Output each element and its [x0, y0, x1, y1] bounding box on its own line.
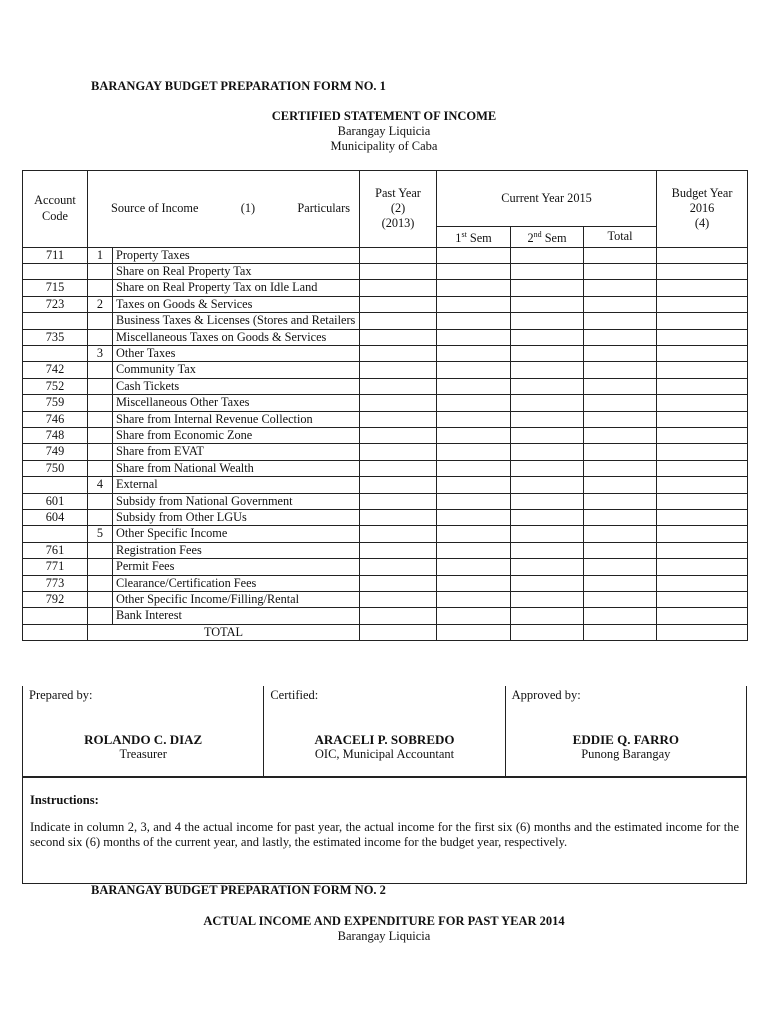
approved-by-title: Punong Barangay	[581, 747, 671, 761]
first-sem-cell	[437, 313, 511, 329]
particular-cell: Registration Fees	[113, 542, 360, 558]
table-row	[23, 559, 748, 575]
account-code-cell: 604	[23, 510, 88, 526]
header-source-of-income: Source of Income	[111, 201, 199, 216]
particular-cell: Share from EVAT	[113, 444, 360, 460]
header-first-sem: 1st Sem	[437, 227, 511, 248]
particular-cell: Permit Fees	[113, 559, 360, 575]
table-row	[23, 362, 748, 378]
form2-title: BARANGAY BUDGET PREPARATION FORM NO. 2	[91, 883, 386, 897]
second-sem-cell	[511, 477, 584, 493]
first-sem-cell	[437, 329, 511, 345]
particular-cell: Share from National Wealth	[113, 460, 360, 476]
total-cell	[584, 411, 657, 427]
particular-cell: Miscellaneous Taxes on Goods & Services	[113, 329, 360, 345]
instructions-block	[22, 777, 747, 884]
total-cell	[584, 378, 657, 394]
table-row	[23, 329, 748, 345]
total-cell	[584, 263, 657, 279]
particular-cell: Other Specific Income	[113, 526, 360, 542]
first-sem-cell	[437, 395, 511, 411]
second-sem-cell	[511, 526, 584, 542]
second-sem-cell	[511, 592, 584, 608]
form2-statement-title: ACTUAL INCOME AND EXPENDITURE FOR PAST YEAR 2014	[203, 914, 565, 928]
account-code-cell	[23, 263, 88, 279]
account-code-cell	[23, 345, 88, 361]
particular-cell: Subsidy from Other LGUs	[113, 510, 360, 526]
form1-statement-title: CERTIFIED STATEMENT OF INCOME	[271, 109, 497, 123]
table-row	[23, 460, 748, 476]
total-label: TOTAL	[88, 624, 360, 640]
source-number-cell	[88, 378, 113, 394]
table-row	[23, 444, 748, 460]
second-sem-cell	[511, 427, 584, 443]
certified-title: OIC, Municipal Accountant	[314, 747, 455, 761]
total-cell	[584, 395, 657, 411]
particular-cell: Share on Real Property Tax	[113, 263, 360, 279]
account-code-cell: 752	[23, 378, 88, 394]
budget-year-cell	[657, 395, 748, 411]
account-code-cell: 748	[23, 427, 88, 443]
table-row	[23, 575, 748, 591]
total-cell	[584, 444, 657, 460]
certified-cell	[264, 686, 505, 776]
past-year-cell	[360, 263, 437, 279]
account-code-cell: 715	[23, 280, 88, 296]
approved-by-name: EDDIE Q. FARRO	[572, 732, 679, 747]
account-code-cell: 735	[23, 329, 88, 345]
past-year-cell	[360, 411, 437, 427]
past-year-cell	[360, 460, 437, 476]
signatories-block	[22, 686, 747, 777]
total-cell	[584, 427, 657, 443]
table-row	[23, 493, 748, 509]
total-first-sem-cell	[437, 624, 511, 640]
income-table	[22, 170, 748, 641]
table-row	[23, 526, 748, 542]
first-sem-cell	[437, 510, 511, 526]
past-year-cell	[360, 444, 437, 460]
source-number-cell	[88, 313, 113, 329]
first-sem-cell	[437, 608, 511, 624]
account-code-cell: 773	[23, 575, 88, 591]
header-past-year	[360, 171, 437, 248]
second-sem-cell	[511, 493, 584, 509]
header-account-code: Account Code	[23, 171, 88, 248]
second-sem-cell	[511, 296, 584, 312]
particular-cell: External	[113, 477, 360, 493]
prepared-by-label: Prepared by:	[29, 688, 93, 702]
header-second-sem: 2nd Sem	[511, 227, 584, 248]
particular-cell: Bank Interest	[113, 608, 360, 624]
header-particulars: Particulars	[297, 201, 351, 216]
source-number-cell	[88, 559, 113, 575]
certified-name: ARACELI P. SOBREDO	[314, 732, 455, 747]
second-sem-cell	[511, 313, 584, 329]
first-sem-cell	[437, 296, 511, 312]
first-sem-cell	[437, 460, 511, 476]
total-second-sem-cell	[511, 624, 584, 640]
table-row	[23, 378, 748, 394]
past-year-cell	[360, 362, 437, 378]
first-sem-cell	[437, 444, 511, 460]
table-row	[23, 510, 748, 526]
budget-year-cell	[657, 493, 748, 509]
particular-cell: Clearance/Certification Fees	[113, 575, 360, 591]
first-sem-cell	[437, 263, 511, 279]
budget-year-cell	[657, 510, 748, 526]
particular-cell: Property Taxes	[113, 247, 360, 263]
total-cell	[584, 493, 657, 509]
total-cell	[584, 280, 657, 296]
total-code-cell	[23, 624, 88, 640]
source-number-cell: 4	[88, 477, 113, 493]
budget-year-cell	[657, 526, 748, 542]
first-sem-cell	[437, 378, 511, 394]
first-sem-cell	[437, 411, 511, 427]
header-past-year-year: (2013)	[381, 216, 415, 231]
past-year-cell	[360, 493, 437, 509]
form1-municipality: Municipality of Caba	[330, 139, 438, 153]
past-year-cell	[360, 427, 437, 443]
second-sem-cell	[511, 329, 584, 345]
past-year-cell	[360, 608, 437, 624]
source-number-cell	[88, 280, 113, 296]
account-code-cell: 723	[23, 296, 88, 312]
first-sem-cell	[437, 427, 511, 443]
second-sem-cell	[511, 263, 584, 279]
budget-year-cell	[657, 329, 748, 345]
budget-year-cell	[657, 542, 748, 558]
form1-barangay: Barangay Liquicia	[337, 124, 431, 138]
particular-cell: Share from Internal Revenue Collection	[113, 411, 360, 427]
past-year-cell	[360, 510, 437, 526]
first-sem-cell	[437, 477, 511, 493]
particular-cell: Share from Economic Zone	[113, 427, 360, 443]
table-row	[23, 608, 748, 624]
past-year-cell	[360, 542, 437, 558]
header-budget-year-label: Budget Year 2016	[671, 185, 733, 216]
past-year-cell	[360, 345, 437, 361]
first-sem-cell	[437, 493, 511, 509]
source-number-cell	[88, 362, 113, 378]
budget-year-cell	[657, 411, 748, 427]
second-sem-cell	[511, 378, 584, 394]
table-row	[23, 296, 748, 312]
budget-year-cell	[657, 280, 748, 296]
account-code-cell: 601	[23, 493, 88, 509]
second-sem-cell	[511, 444, 584, 460]
table-row	[23, 427, 748, 443]
budget-year-cell	[657, 559, 748, 575]
budget-year-cell	[657, 592, 748, 608]
account-code-cell: 771	[23, 559, 88, 575]
approved-by-cell	[506, 686, 746, 776]
first-sem-cell	[437, 247, 511, 263]
source-number-cell	[88, 444, 113, 460]
source-number-cell: 3	[88, 345, 113, 361]
second-sem-cell	[511, 395, 584, 411]
total-past-year-cell	[360, 624, 437, 640]
total-cell	[584, 345, 657, 361]
source-number-cell	[88, 329, 113, 345]
budget-year-cell	[657, 427, 748, 443]
budget-year-cell	[657, 378, 748, 394]
account-code-cell	[23, 608, 88, 624]
account-code-cell	[23, 477, 88, 493]
budget-year-cell	[657, 247, 748, 263]
total-cell	[584, 592, 657, 608]
source-number-cell	[88, 460, 113, 476]
total-cell	[584, 247, 657, 263]
budget-year-cell	[657, 296, 748, 312]
source-number-cell: 5	[88, 526, 113, 542]
particular-cell: Other Taxes	[113, 345, 360, 361]
total-cell	[584, 542, 657, 558]
account-code-cell: 761	[23, 542, 88, 558]
account-code-cell: 749	[23, 444, 88, 460]
account-code-cell: 711	[23, 247, 88, 263]
second-sem-cell	[511, 510, 584, 526]
header-past-year-label: Past Year	[375, 185, 421, 200]
past-year-cell	[360, 575, 437, 591]
account-code-cell	[23, 526, 88, 542]
total-cell	[584, 329, 657, 345]
second-sem-cell	[511, 575, 584, 591]
past-year-cell	[360, 313, 437, 329]
first-sem-cell	[437, 542, 511, 558]
source-number-cell: 2	[88, 296, 113, 312]
particular-cell: Taxes on Goods & Services	[113, 296, 360, 312]
second-sem-cell	[511, 280, 584, 296]
second-sem-cell	[511, 559, 584, 575]
source-number-cell	[88, 411, 113, 427]
first-sem-cell	[437, 362, 511, 378]
table-row	[23, 247, 748, 263]
prepared-by-name: ROLANDO C. DIAZ	[84, 732, 203, 747]
prepared-by-cell	[23, 686, 264, 776]
past-year-cell	[360, 247, 437, 263]
particular-cell: Share on Real Property Tax on Idle Land	[113, 280, 360, 296]
past-year-cell	[360, 280, 437, 296]
particular-cell: Cash Tickets	[113, 378, 360, 394]
past-year-cell	[360, 395, 437, 411]
header-budget-year-col: (4)	[694, 216, 710, 231]
source-number-cell	[88, 263, 113, 279]
header-budget-year	[657, 171, 748, 248]
table-row	[23, 395, 748, 411]
budget-year-cell	[657, 477, 748, 493]
first-sem-cell	[437, 575, 511, 591]
account-code-cell: 792	[23, 592, 88, 608]
header-col1: (1)	[240, 201, 256, 216]
form1-title: BARANGAY BUDGET PREPARATION FORM NO. 1	[91, 79, 386, 93]
first-sem-cell	[437, 592, 511, 608]
past-year-cell	[360, 329, 437, 345]
income-table-body	[23, 247, 748, 641]
past-year-cell	[360, 477, 437, 493]
total-budget-year-cell	[657, 624, 748, 640]
instructions-title: Instructions:	[30, 793, 99, 807]
total-row	[23, 624, 748, 640]
account-code-cell: 750	[23, 460, 88, 476]
account-code-cell	[23, 313, 88, 329]
table-row	[23, 411, 748, 427]
instructions-text: Indicate in column 2, 3, and 4 the actual income for past year, the actual income for the first six (6) months and the estimated income for the second six (6) months of the current year, and lastly, the estimated income for the budget year, respectively.	[30, 820, 739, 850]
total-cell	[584, 313, 657, 329]
total-cell	[584, 510, 657, 526]
total-cell	[584, 477, 657, 493]
source-number-cell	[88, 493, 113, 509]
total-cell	[584, 575, 657, 591]
form2-barangay: Barangay Liquicia	[337, 929, 431, 943]
total-cell	[584, 296, 657, 312]
past-year-cell	[360, 592, 437, 608]
total-total-cell	[584, 624, 657, 640]
table-row	[23, 313, 748, 329]
table-row	[23, 477, 748, 493]
total-cell	[584, 362, 657, 378]
particular-cell: Community Tax	[113, 362, 360, 378]
total-cell	[584, 526, 657, 542]
prepared-by-title: Treasurer	[119, 747, 167, 761]
source-number-cell	[88, 427, 113, 443]
second-sem-cell	[511, 247, 584, 263]
budget-year-cell	[657, 263, 748, 279]
source-number-cell	[88, 608, 113, 624]
first-sem-cell	[437, 280, 511, 296]
particular-cell: Subsidy from National Government	[113, 493, 360, 509]
first-sem-cell	[437, 345, 511, 361]
past-year-cell	[360, 559, 437, 575]
source-number-cell	[88, 592, 113, 608]
table-row	[23, 263, 748, 279]
budget-year-cell	[657, 608, 748, 624]
second-sem-cell	[511, 608, 584, 624]
budget-year-cell	[657, 345, 748, 361]
account-code-cell: 742	[23, 362, 88, 378]
table-row	[23, 345, 748, 361]
total-cell	[584, 608, 657, 624]
approved-by-label: Approved by:	[511, 688, 581, 702]
second-sem-cell	[511, 411, 584, 427]
table-row	[23, 542, 748, 558]
source-number-cell	[88, 575, 113, 591]
source-number-cell	[88, 395, 113, 411]
budget-year-cell	[657, 444, 748, 460]
past-year-cell	[360, 378, 437, 394]
account-code-cell: 746	[23, 411, 88, 427]
certified-label: Certified:	[270, 688, 319, 702]
budget-year-cell	[657, 313, 748, 329]
budget-year-cell	[657, 362, 748, 378]
table-row	[23, 280, 748, 296]
source-number-cell	[88, 542, 113, 558]
header-total: Total	[584, 227, 657, 248]
past-year-cell	[360, 296, 437, 312]
budget-year-cell	[657, 460, 748, 476]
first-sem-cell	[437, 559, 511, 575]
second-sem-cell	[511, 345, 584, 361]
past-year-cell	[360, 526, 437, 542]
second-sem-cell	[511, 542, 584, 558]
header-source-particulars	[88, 171, 360, 248]
particular-cell: Other Specific Income/Filling/Rental	[113, 592, 360, 608]
header-current-year: Current Year 2015	[437, 171, 657, 227]
account-code-cell: 759	[23, 395, 88, 411]
particular-cell: Business Taxes & Licenses (Stores and Retailers	[113, 313, 360, 329]
second-sem-cell	[511, 460, 584, 476]
first-sem-cell	[437, 526, 511, 542]
second-sem-cell	[511, 362, 584, 378]
total-cell	[584, 559, 657, 575]
particular-cell: Miscellaneous Other Taxes	[113, 395, 360, 411]
table-row	[23, 592, 748, 608]
source-number-cell: 1	[88, 247, 113, 263]
source-number-cell	[88, 510, 113, 526]
header-past-year-col: (2)	[390, 201, 406, 216]
total-cell	[584, 460, 657, 476]
budget-year-cell	[657, 575, 748, 591]
